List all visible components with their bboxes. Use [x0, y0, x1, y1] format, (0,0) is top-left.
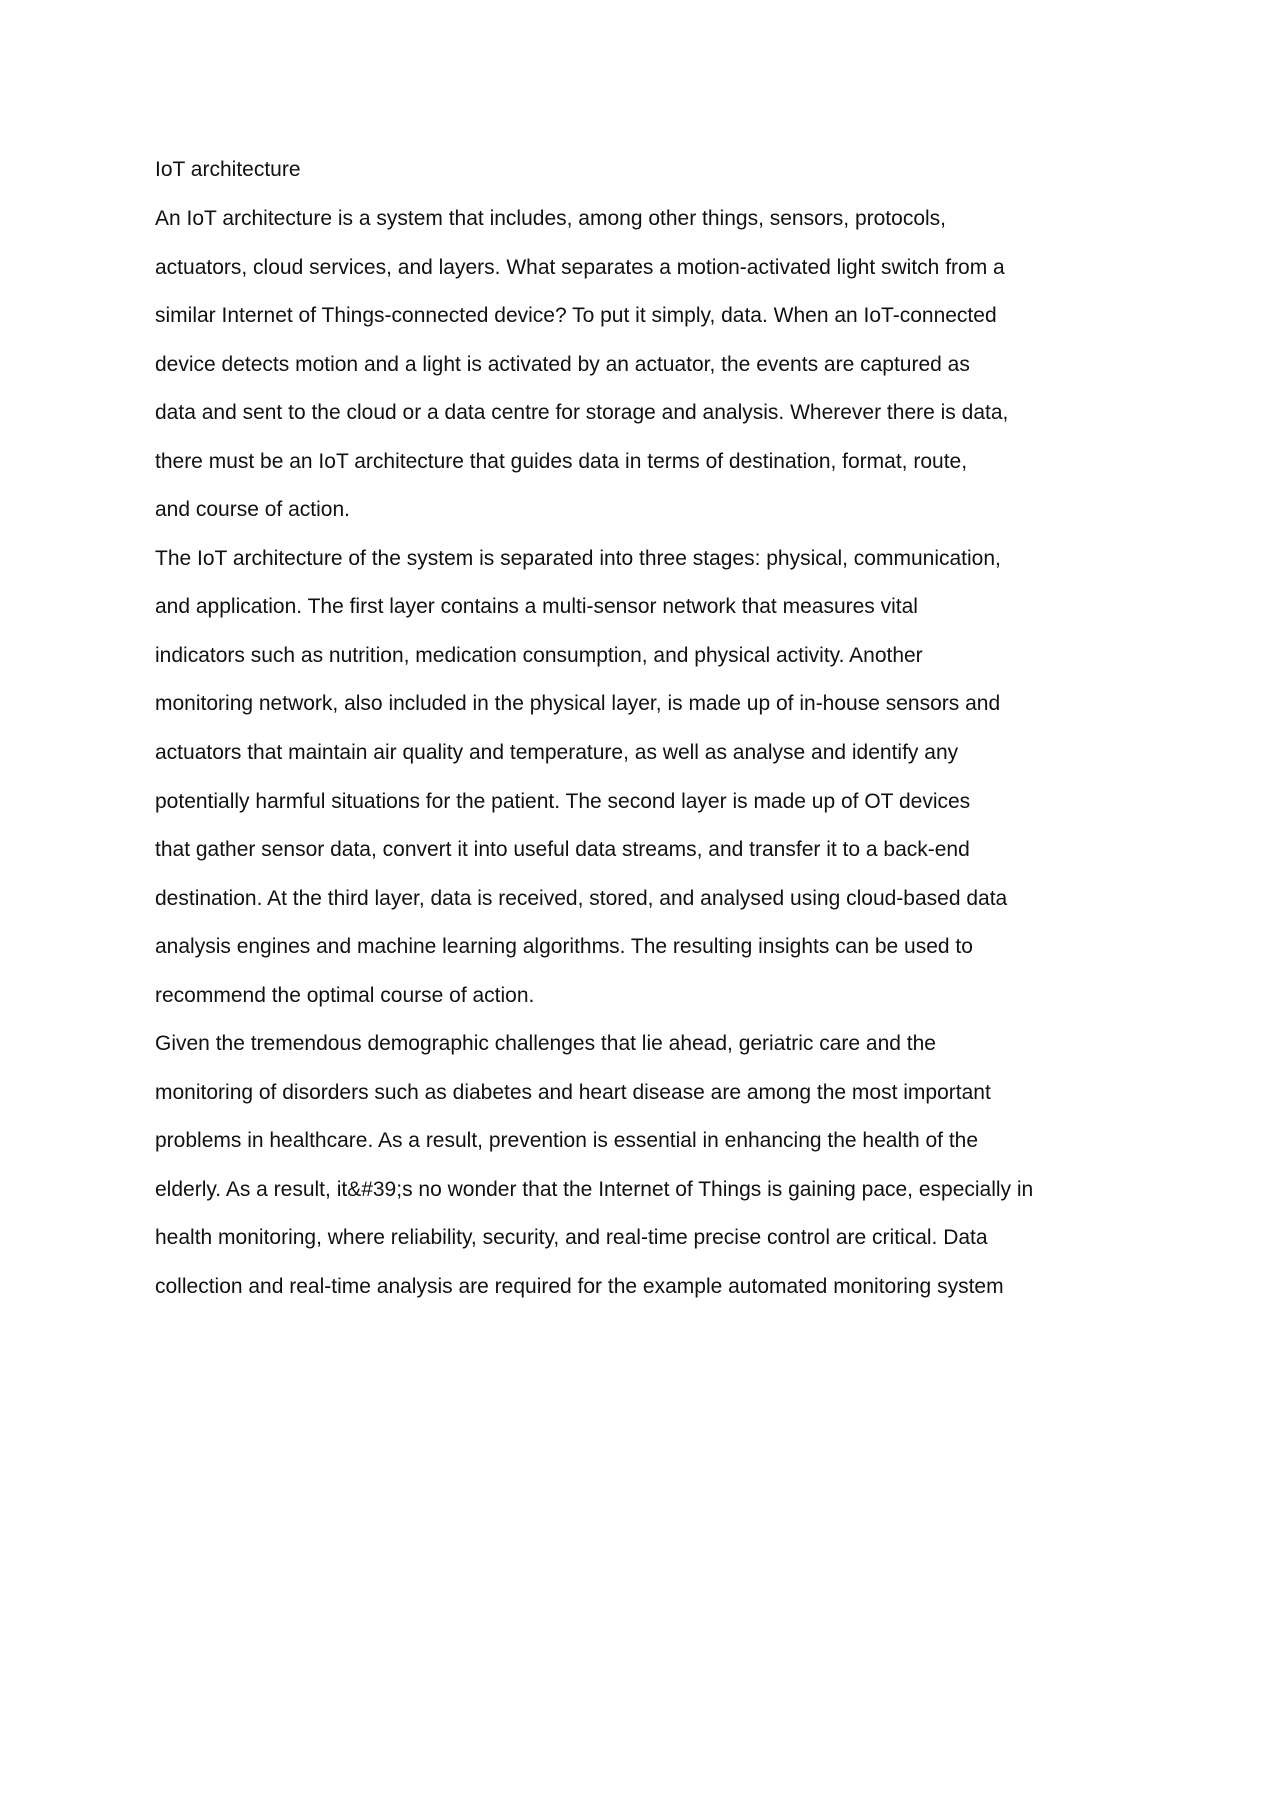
text-line: indicators such as nutrition, medication consumption, and physical activity. Another [155, 643, 923, 667]
text-line: and course of action. [155, 498, 350, 522]
text-line: there must be an IoT architecture that guides data in terms of destination, format, route, [155, 449, 968, 473]
document-title: IoT architecture [155, 158, 301, 181]
text-line: collection and real-time analysis are required for the example automated monitoring system [155, 1275, 1004, 1299]
document-body [155, 150, 1095, 1316]
text-line: An IoT architecture is a system that includes, among other things, sensors, protocols, [155, 207, 946, 230]
text-line: The IoT architecture of the system is separated into three stages: physical, communication, [155, 546, 1001, 570]
text-line: Given the tremendous demographic challenges that lie ahead, geriatric care and the [155, 1032, 936, 1056]
text-line: elderly. As a result, it&#39;s no wonder that the Internet of Things is gaining pace, especially in [155, 1177, 1034, 1201]
text-line: data and sent to the cloud or a data centre for storage and analysis. Wherever there is data, [155, 401, 1009, 425]
text-line: monitoring of disorders such as diabetes and heart disease are among the most important [155, 1080, 991, 1104]
text-line: monitoring network, also included in the physical layer, is made up of in-house sensors and [155, 692, 1001, 716]
text-line: actuators that maintain air quality and temperature, as well as analyse and identify any [155, 741, 959, 765]
text-line: that gather sensor data, convert it into useful data streams, and transfer it to a back-end [155, 838, 970, 862]
text-line: potentially harmful situations for the patient. The second layer is made up of OT devices [155, 789, 971, 813]
text-line: analysis engines and machine learning algorithms. The resulting insights can be used to [155, 935, 973, 959]
text-line: actuators, cloud services, and layers. What separates a motion-activated light switch from a [155, 255, 1005, 279]
text-line: and application. The first layer contains a multi-sensor network that measures vital [155, 595, 918, 619]
text-line: destination. At the third layer, data is received, stored, and analysed using cloud-based data [155, 886, 1008, 910]
text-line: problems in healthcare. As a result, prevention is essential in enhancing the health of the [155, 1129, 979, 1153]
text-line: similar Internet of Things-connected device? To put it simply, data. When an IoT-connected [155, 304, 997, 328]
text-line: health monitoring, where reliability, security, and real-time precise control are critical. Data [155, 1226, 988, 1250]
text-line: device detects motion and a light is activated by an actuator, the events are captured as [155, 352, 970, 376]
text-line: recommend the optimal course of action. [155, 983, 535, 1007]
